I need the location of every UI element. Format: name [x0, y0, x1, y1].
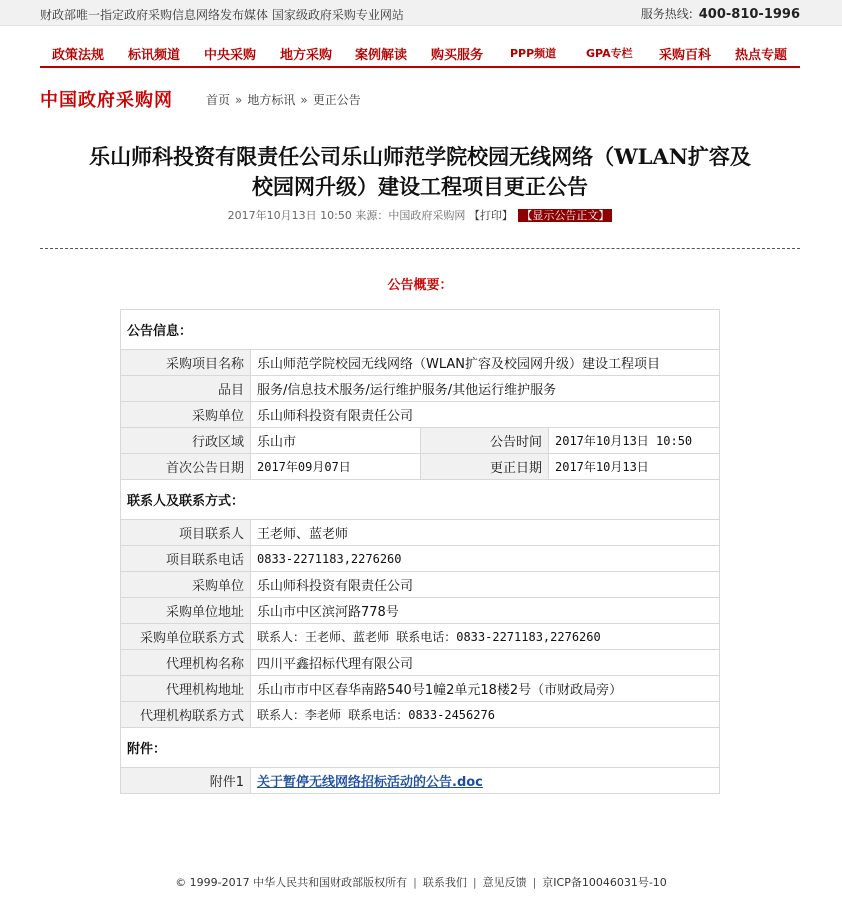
page-title-line1: 乐山师科投资有限责任公司乐山师范学院校园无线网络（WLAN扩容及 [89, 144, 751, 169]
table-row [121, 768, 720, 794]
nav-item-central[interactable]: 中央采购 [204, 48, 257, 63]
show-original-button[interactable]: 【显示公告正文】 [518, 209, 612, 222]
site-logo[interactable]: 中国政府采购网 [40, 90, 173, 111]
article-meta [40, 207, 800, 223]
field-label: 项目联系人 [121, 520, 251, 546]
correction-date-value: 2017年10月13日 [549, 454, 720, 480]
field-label: 采购单位联系方式 [121, 624, 251, 650]
purchaser-value: 乐山师科投资有限责任公司 [251, 402, 720, 428]
table-row [121, 428, 720, 454]
nav-item-gpa[interactable]: GPA专栏 [586, 47, 633, 60]
field-label: 采购单位 [121, 402, 251, 428]
footer-separator: | [532, 876, 537, 889]
notice-info-table [120, 309, 720, 794]
breadcrumb-home[interactable]: 首页 [206, 93, 231, 107]
breadcrumb-separator: » [300, 93, 308, 107]
nav-item-services[interactable]: 购买服务 [431, 48, 484, 63]
field-label: 采购单位地址 [121, 598, 251, 624]
article-source: 来源：中国政府采购网 [355, 209, 466, 222]
nav-item-local[interactable]: 地方采购 [280, 48, 333, 63]
brand-row [40, 86, 800, 110]
copyright-text: © 1999-2017 中华人民共和国财政部版权所有 [175, 876, 408, 889]
site-slogan: 财政部唯一指定政府采购信息网络发布媒体 国家级政府采购专业网站 [40, 8, 404, 22]
nav-item-encyclopedia[interactable]: 采购百科 [659, 48, 712, 63]
section-notice-info: 公告信息： [121, 310, 720, 350]
hotline-number: 400-810-1996 [698, 7, 800, 22]
field-label: 项目联系电话 [121, 546, 251, 572]
category-value: 服务/信息技术服务/运行维护服务/其他运行维护服务 [251, 376, 720, 402]
contact-us-link[interactable]: 联系我们 [422, 876, 467, 889]
attachment-link[interactable]: 关于暂停无线网络招标活动的公告.doc [257, 775, 483, 790]
attachment-cell [251, 768, 720, 794]
nav-item-bidding[interactable]: 标讯频道 [128, 48, 181, 63]
purchaser-contact-value: 联系人：王老师、蓝老师 联系电话：0833-2271183,2276260 [251, 624, 720, 650]
hotline-label: 服务热线: [640, 7, 693, 21]
section-contact: 联系人及联系方式： [121, 480, 720, 520]
field-label: 代理机构名称 [121, 650, 251, 676]
table-row [121, 650, 720, 676]
table-row [121, 454, 720, 480]
table-row [121, 520, 720, 546]
field-label: 公告时间 [421, 428, 549, 454]
section-attachment: 附件： [121, 728, 720, 768]
agency-name-value: 四川平鑫招标代理有限公司 [251, 650, 720, 676]
field-label: 采购单位 [121, 572, 251, 598]
footer-separator: | [472, 876, 477, 889]
table-row [121, 402, 720, 428]
table-row [121, 676, 720, 702]
field-label: 品目 [121, 376, 251, 402]
table-row [121, 572, 720, 598]
table-row [121, 624, 720, 650]
field-label: 更正日期 [421, 454, 549, 480]
table-row [121, 376, 720, 402]
table-row [121, 728, 720, 768]
icp-link[interactable]: 京ICP备10046031号-10 [542, 876, 667, 889]
field-label: 代理机构联系方式 [121, 702, 251, 728]
table-row [121, 702, 720, 728]
dashed-divider [40, 248, 800, 249]
breadcrumb-separator: » [235, 93, 243, 107]
agency-contact-value: 联系人：李老师 联系电话：0833-2456276 [251, 702, 720, 728]
main-nav [40, 36, 800, 68]
footer [0, 874, 842, 890]
nav-item-cases[interactable]: 案例解读 [355, 48, 408, 63]
agency-address-value: 乐山市市中区春华南路540号1幢2单元18楼2号（市财政局旁） [251, 676, 720, 702]
breadcrumb-local-bidding[interactable]: 地方标讯 [247, 93, 296, 107]
footer-separator: | [413, 876, 417, 889]
table-row [121, 546, 720, 572]
field-label: 采购项目名称 [121, 350, 251, 376]
nav-item-ppp[interactable]: PPP频道 [510, 47, 557, 60]
publish-time-value: 2017年10月13日 10:50 [549, 428, 720, 454]
field-label: 首次公告日期 [121, 454, 251, 480]
project-contact-value: 王老师、蓝老师 [251, 520, 720, 546]
publish-datetime: 2017年10月13日 10:50 [227, 209, 352, 222]
table-row [121, 310, 720, 350]
field-label: 行政区域 [121, 428, 251, 454]
purchaser-address-value: 乐山市中区滨河路778号 [251, 598, 720, 624]
table-row [121, 350, 720, 376]
field-label: 代理机构地址 [121, 676, 251, 702]
field-label: 附件1 [121, 768, 251, 794]
table-row [121, 598, 720, 624]
breadcrumb [206, 91, 361, 108]
purchaser-value: 乐山师科投资有限责任公司 [251, 572, 720, 598]
feedback-link[interactable]: 意见反馈 [482, 876, 527, 889]
summary-heading: 公告概要： [387, 278, 453, 293]
project-phone-value: 0833-2271183,2276260 [251, 546, 720, 572]
top-bar [0, 0, 842, 26]
region-value: 乐山市 [251, 428, 421, 454]
service-hotline [641, 5, 800, 22]
project-name-value: 乐山师范学院校园无线网络（WLAN扩容及校园网升级）建设工程项目 [251, 350, 720, 376]
page-title [40, 142, 800, 202]
table-row [121, 480, 720, 520]
breadcrumb-correction[interactable]: 更正公告 [312, 93, 361, 107]
nav-item-topics[interactable]: 热点专题 [735, 48, 788, 63]
print-link[interactable]: 【打印】 [468, 209, 513, 222]
page-title-line2: 校园网升级）建设工程项目更正公告 [252, 174, 588, 199]
first-date-value: 2017年09月07日 [251, 454, 421, 480]
nav-item-policy[interactable]: 政策法规 [52, 48, 105, 63]
